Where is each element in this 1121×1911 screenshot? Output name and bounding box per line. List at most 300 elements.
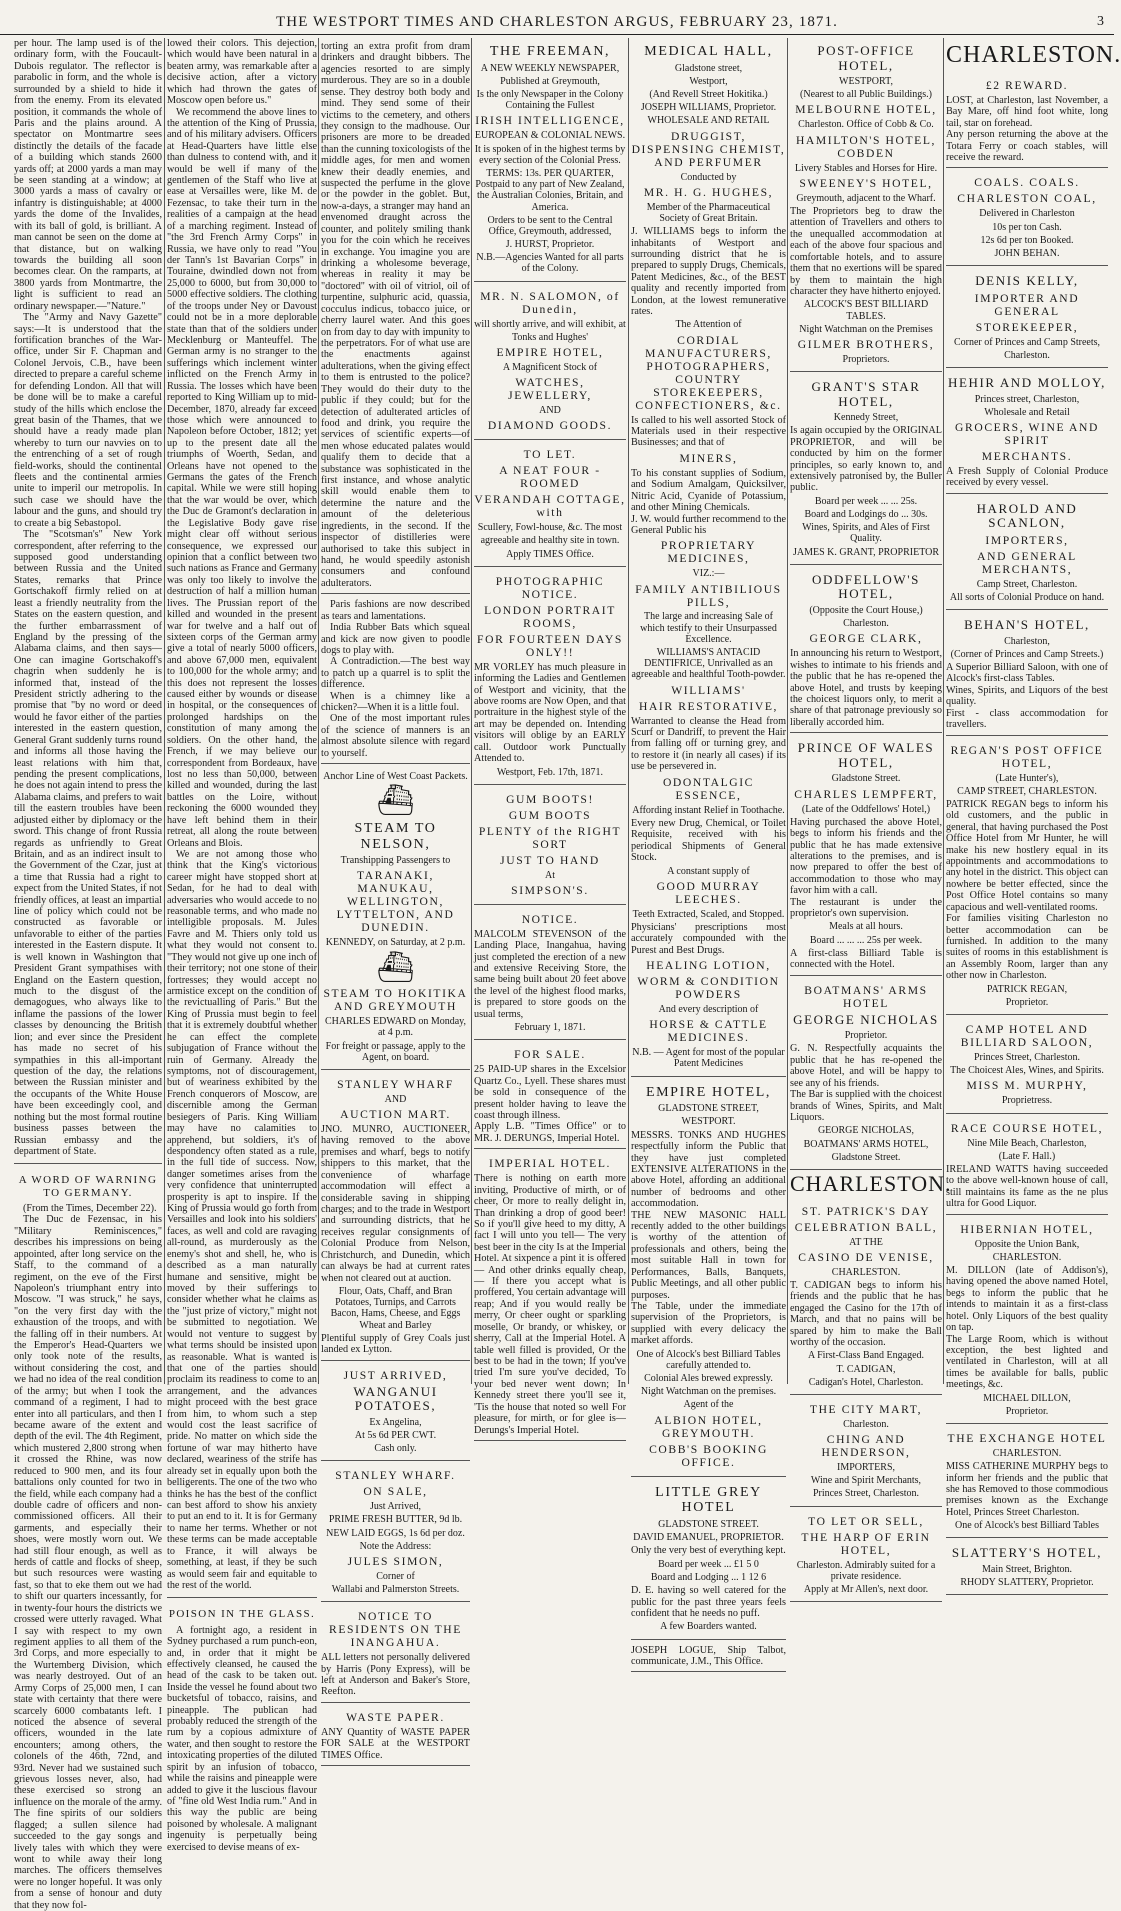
ad-line: Princes street, Charleston, — [974, 393, 1080, 405]
ad-line: PATRICK REGAN, — [986, 983, 1068, 995]
column-5 — [631, 38, 786, 1667]
section-heading-charleston: CHARLESTON. — [790, 1170, 952, 1196]
ad-line: For freight or passage, apply to the Agent, on board. — [325, 1040, 466, 1063]
article-paragraph: lowed their colors. This dejection, which would have been natural in a beaten army, was remarkable after a decisive action, after a victory which had thrown the gates of Moscow open before us." — [167, 38, 317, 107]
ad-line: Corner of — [376, 1570, 415, 1582]
ad-line: GOOD MURRAY LEECHES. — [656, 879, 761, 906]
prince-of-wales-hotel-ad — [790, 735, 942, 975]
ad-body: PATRICK REGAN begs to inform his old customers, and the public in general, that having purchased the Post Office Hotel from Mr Hunter, he will make his new hostlery equal in its appointments and accommodations to any hotel in the district. This object can nowhere be better effected, since the Post Office Hotel contains so many capacious and well-ventilated rooms. — [946, 798, 1108, 913]
ad-body: IRELAND WATTS having succeeded to the above well-known house of call, still maintains its fame as the ne plus ultra for Good Liquor. — [946, 1163, 1108, 1210]
ad-line: NEW LAID EGGS, 1s 6d per doz. — [326, 1527, 465, 1539]
ad-line: At 5s 6d PER CWT. — [354, 1429, 437, 1441]
ad-title: FOR SALE. — [514, 1048, 586, 1062]
ad-body: Any person returning the above at the Totara Ferry or coach stables, will receive the reward. — [946, 129, 1108, 163]
ad-line: Princes Street, Charleston. — [973, 1052, 1081, 1064]
ad-line: Board ... ... ... 25s per week. — [809, 934, 923, 946]
ad-line: MELBOURNE HOTEL, — [795, 103, 937, 117]
ad-line: WORM & CONDITION POWDERS — [637, 975, 780, 1002]
ad-line: Wallabi and Palmerston Streets. — [331, 1584, 460, 1596]
column-rule — [787, 38, 788, 1384]
ad-line: It is spoken of in the highest terms by every section of the Colonial Press. — [474, 143, 626, 166]
ad-body: Plentiful supply of Grey Coals just landed ex Lytton. — [321, 1332, 470, 1356]
ad-line: Conducted by — [680, 171, 737, 183]
ad-body: LOST, at Charleston, last November, a Bay Mare, off hind foot white, long tail, star on forehead. — [946, 94, 1108, 129]
ad-line: Delivered in Charleston — [979, 208, 1075, 220]
ad-line: IMPORTERS, — [985, 533, 1069, 547]
oddfellows-hotel-ad — [790, 567, 942, 733]
ad-title: THE FREEMAN, — [489, 44, 611, 59]
slatterys-hotel-ad — [946, 1540, 1108, 1595]
ad-line: PRIME FRESH BUTTER, 9d lb. — [328, 1514, 463, 1526]
ad-line: IRISH INTELLIGENCE, — [475, 114, 625, 128]
ad-title: TO LET OR SELL, — [808, 1514, 924, 1528]
ad-line: EUROPEAN & COLONIAL NEWS. — [474, 130, 626, 142]
ad-line: MISS M. MURPHY, — [966, 1079, 1088, 1093]
ad-body: Warranted to cleanse the Head from Scurf or Dandriff, to prevent the Hair from falling off or turning grey, and to restore it (in nearly all cases) if its use be persevered in. — [631, 715, 786, 773]
ad-line: JUST TO HAND — [500, 853, 600, 867]
ad-title: TO LET. — [523, 448, 577, 462]
ad-title: HEHIR AND MOLLOY, — [947, 374, 1107, 390]
ad-line: WATCHES, JEWELLERY, — [508, 376, 592, 403]
ad-line: 10s per ton Cash. — [992, 221, 1062, 233]
ad-line: AND — [539, 405, 561, 417]
column-4 — [474, 38, 626, 1436]
ad-line: GILMER BROTHERS, — [797, 337, 935, 351]
ad-line: GLADSTONE STREET, — [658, 1103, 759, 1115]
ad-line: Charleston. — [843, 618, 889, 630]
ad-line: Affording instant Relief in Toothache. — [632, 804, 785, 816]
reward-ad — [946, 73, 1108, 169]
ad-body: Only the very best of everything kept. — [631, 1545, 786, 1557]
ad-line: AND GENERAL MERCHANTS, — [977, 549, 1077, 576]
gum-boots-ad — [474, 787, 626, 905]
camp-hotel-ad — [946, 1017, 1108, 1114]
ad-line: Gladstone Street. — [831, 1151, 901, 1163]
ad-line: THE HARP OF ERIN HOTEL, — [801, 1530, 931, 1557]
ad-line: Ex Angelina, — [369, 1416, 422, 1428]
newspaper-title: THE WESTPORT TIMES AND CHARLESTON ARGUS, FEBRUARY 23, 1871. — [276, 14, 838, 30]
ad-line: WESTPORT. — [681, 1116, 736, 1128]
notice-ad — [474, 907, 626, 1041]
ad-body: A first-class Billiard Table is connected with the Hotel. — [790, 947, 942, 971]
ad-line: will shortly arrive, and will exhibit, at — [474, 318, 626, 330]
ad-line: SIMPSON'S. — [511, 883, 589, 897]
ad-line: At — [545, 869, 555, 881]
ad-line: GUM BOOTS — [508, 808, 592, 822]
article-paragraph: torting an extra profit from dram drinkers and draught bibbers. The agencies resorted to are simply murderous. They are so in a double sense. They destroy both body and mind. They send some of their victims to the cemetery, and others they consign to the madhouse. Our prisoners are more to be dreaded than the cunning toxicologists of the middle ages, for men and women knew their deadly enemies, and suspected the perfume in the glove or the powder in the goblet. But, now-a-days, a stranger may hand an envenomed draught across the counter, and politely smiling thank you for the coin which he receives in exchange. You imagine you are drinking a wholesome beverage, whereas in reality it may be "doctored" with oil of vitriol, oil of turpentine, sulphuric acid, quassia, cocculus indicus, tobacco juice, or cherry laurel water. And this goes on from day to day with impunity to the perpetrators. For of what use are the enactments against adulterations, when the giving effect to them is entrusted to the police? They would do their duty to the public if they could; but for the detection of adulterated articles of food and drink, you require the services of scientific experts—of men whose educated palates would qualify them to decide that a substance was sophisticated in the first instance, and whose analytic skill would enable them to determine the nature and the amount of the deleterious ingredients, in the second. If the inspector of distilleries were authorised to take this subject in hand, he would speedily astonish consumers and confound adulterators. — [321, 41, 470, 589]
ad-line: Cash only. — [374, 1443, 417, 1454]
ad-title: BEHAN'S HOTEL, — [964, 617, 1090, 633]
ad-line: Charleston. — [843, 1418, 889, 1430]
article-paragraph: We are not among those who think that the King's victorious career might have stopped short at Sedan, for he had to deal with adversaries who would accede to no reasonable terms, and who made no intelligible proposals. M. Jules Favre and M. Thiers only told us what they would not consent to. "They would not give up one inch of their territory; not one stone of their fortresses; they would accept no armistice except on the condition of the revictualling of Paris." But the King of Prussia must begin to feel that it is extremely doubtful whether he can effect the complete subjugation of France without the ruin of Germany. Already the symptoms, not of discouragement, but of weariness exhibited by the French conquerors of Moscow, are discernible among the German besiegers of Paris. King William may have no calamities to apprehend, but soldiers, it's of despondency often stated as a rule, in the full tide of success. Now, danger sometimes arises from the very confidence that uninterrupted prosperity is apt to inspire. If the King of Prussia would go forth from Versailles and look into his soldiers' faces, as well and cold are ravaging all-round, as murderously as the enemy's shot and shell, he, who is described as a man naturally humane and sensitive, might be moved by their sufferings to consider whether what he claims as the "just prize of victory," might not be submitted to negotiation. We would not venture to suggest by what terms should be insisted upon as reasonable. What is wanted is that one of the parties should proclaim its readiness to come to an arrangement, and the advances might proceed with the best grace from him, to whom such a step would cost the least sacrifice of pride. No matter on which side the fortune of war may hitherto have declared, weariness of the strife has already set in equally upon both the belligerents. The one of the two who thinks he has the best of the conflict can best afford to show his anxiety to put an end to it. It is for Germany to name her terms. Whether or not these terms can be made acceptable to France, it will always be something, at least, if they be such as would seem fair and equitable to the rest of the world. — [167, 848, 317, 1591]
waste-paper-ad — [321, 1705, 470, 1766]
ad-line: DIAMOND GOODS. — [487, 419, 613, 433]
ad-line: KENNEDY, on Saturday, at 2 p.m. — [325, 937, 466, 949]
section-heading-charleston: CHARLESTON. — [946, 42, 1121, 68]
ad-line: Proprietor. — [844, 1030, 888, 1042]
snippet: When is a chimney like a chicken?—When it is a little foul. — [321, 690, 470, 714]
ad-body: Having purchased the above Hotel, begs to inform his friends and the public that he has made extensive alterations to the premises, and is now prepared to offer the best of accommodation to those who may favor him with a call. — [790, 816, 942, 897]
ad-body: The restaurant is under the proprietor's own supervision. — [790, 896, 942, 920]
ad-title: £2 REWARD. — [985, 78, 1069, 92]
ad-line: GEORGE NICHOLAS, — [817, 1125, 915, 1137]
ad-body: D. E. having so well catered for the public for the past three years feels confident that he needs no puff. — [631, 1585, 786, 1619]
ad-line: ODONTALGIC ESSENCE, — [662, 775, 755, 802]
ad-line: ALBION HOTEL, GREYMOUTH. — [654, 1413, 763, 1440]
ad-title: IMPERIAL HOTEL. — [488, 1157, 612, 1171]
ad-line: FAMILY ANTIBILIOUS PILLS, — [635, 582, 782, 609]
snippet: Paris fashions are now described as tears and lamentations. — [321, 599, 470, 622]
ad-line: Proprietor. — [1005, 1405, 1049, 1417]
column-7 — [946, 38, 1121, 1589]
ad-title: SLATTERY'S HOTEL, — [951, 1545, 1103, 1561]
ad-line: Just Arrived, — [369, 1501, 422, 1513]
ad-body: A Fresh Supply of Colonial Produce received by every vessel. — [946, 465, 1108, 489]
ad-line: EMPIRE HOTEL, — [496, 346, 604, 359]
ad-line: 12s 6d per ton Booked. — [980, 234, 1074, 246]
ad-title: MR. N. SALOMON, of Dunedin, — [480, 289, 620, 316]
ad-body: MR VORLEY has much pleasure in informing the Ladies and Gentlemen of Westport and vicinity, that the above rooms are Now Open, and that portraiture in the highest style of the art may be depended on. Intending visitors will oblige by an EARLY call. Outdoor work Punctually Attended to. — [474, 661, 626, 765]
ad-line: Corner of Princes and Camp Streets, — [953, 336, 1101, 348]
ad-line: LONDON PORTRAIT ROOMS, — [484, 603, 616, 630]
ad-title: CELEBRATION BALL, — [794, 1220, 938, 1234]
ad-line: Wine and Spirit Merchants, — [810, 1475, 922, 1487]
ad-line: STOREKEEPER, — [975, 320, 1079, 334]
ad-title: ODDFELLOW'S HOTEL, — [811, 571, 921, 602]
ad-line: Gladstone street, — [674, 62, 743, 74]
ad-line: The Attention of — [675, 319, 742, 331]
medical-hall-ad — [631, 38, 786, 1077]
ad-body: JNO. MUNRO, AUCTIONEER, having removed to the above premises and wharf, begs to notify shippers to this market, that the convenience of wharfage accommodation will effect a considerable saving in shipping charges; and to the trade in Westport and surrounding districts, that he receives regular consignments of Colonial Produce from Nelson, Christchurch, and Dunedin, which can always be had at current rates when not cleared out at auction. — [321, 1124, 470, 1284]
ad-line: Agent of the — [683, 1399, 734, 1411]
potatoes-ad — [321, 1363, 470, 1462]
ad-line: One of Alcock's best Billiard Tables — [955, 1520, 1099, 1532]
ad-body: To his constant supplies of Sodium, and Sodium Amalgam, Quicksilver, Nitric Acid, Cyanide of Potassium, and other Mining Chemicals. — [631, 467, 786, 514]
column-rule — [471, 38, 472, 1384]
harp-of-erin-ad — [790, 1509, 942, 1603]
ad-line: GEORGE NICHOLAS — [793, 1011, 939, 1027]
race-course-hotel-ad — [946, 1116, 1108, 1215]
ad-line: Kennedy Street, — [833, 412, 899, 424]
ad-body: Every new Drug, Chemical, or Toilet Requisite, received with his periodical Shipments of General Stock. — [631, 817, 786, 864]
ad-body: In announcing his return to Westport, wishes to intimate to his friends and the public that he has re-opened the above Hotel, and trusts by keeping the choicest liquors only, to merit a share of that patronage previously so liberally accorded him. — [790, 648, 942, 728]
column-2 — [167, 38, 317, 1853]
ad-line: The large and increasing Sale of which testify to their Unsurpassed Excellence. — [640, 611, 777, 645]
ad-line: TARANAKI, MANUKAU, WELLINGTON, LYTTELTON, AND DUNEDIN. — [336, 869, 455, 935]
ad-line: HEALING LOTION, — [646, 959, 771, 973]
ad-body: A Superior Billiard Saloon, with one of Alcock's first-class Tables. — [946, 662, 1108, 685]
ad-title: STEAM TO NELSON, — [354, 820, 437, 852]
ad-line: T. CADIGAN, — [836, 1363, 896, 1375]
kelly-ad — [946, 268, 1108, 368]
column-6 — [790, 38, 952, 1595]
ad-body: ANY Quantity of WASTE PAPER FOR SALE at the WESTPORT TIMES Office. — [321, 1726, 470, 1761]
divider — [167, 1597, 317, 1598]
ad-line: Is the only Newspaper in the Colony Containing the Fullest — [476, 89, 624, 112]
ad-line: (Late of the Oddfellows' Hotel,) — [801, 803, 931, 815]
snippet: India Rubber Bats which squeal and kick are now given to poodle dogs to play with. — [321, 622, 470, 656]
ad-body: Apply L.B. "Times Office" or to MR. J. DERUNGS, Imperial Hotel. — [474, 1121, 626, 1144]
ad-body: MISS CATHERINE MURPHY begs to inform her friends and the public that she has Removed to those commodious premises known as the Exchange Hotel, Princes Street Charleston. — [946, 1461, 1108, 1518]
ad-title: GRANT'S STAR HOTEL, — [811, 379, 921, 409]
ad-line: Colonial Ales brewed expressly. — [644, 1373, 773, 1385]
ad-line: J. HURST, Proprietor. — [505, 239, 595, 251]
ad-line: (Late F. Hall.) — [998, 1150, 1056, 1162]
ad-body: Wines, Spirits, and Liquors of the best quality. — [946, 684, 1108, 708]
ad-line: Scullery, Fowl-house, &c. The most — [477, 522, 623, 534]
steamship-icon: ⛴ — [376, 784, 415, 818]
ad-line: A Magnificent Stock of — [502, 361, 598, 373]
ad-line: VERANDAH COTTAGE, with — [474, 493, 626, 520]
article-paragraph: per hour. The lamp used is of the ordinary form, with the Foucault-Dubois regulator. The reflector is parabolic in form, and the whole is surrounded by a shield to hide it from the enemy. From its elevated position, it commands the whole of Paris and the plains around. A spectator on Montmartre sees distinctly the details of the facade of a building which stands 2600 yards off; at 2000 yards a man may be seen standing at a window; at 3000 yards a mass of cavalry or infantry is distinguishable; at 4000 yards the dome of the Invalides, with its ball of gold, is brilliant. A man cannot be seen on the dome at that distance, but on walking towards the building all soon becomes clear. On the ramparts, at 3800 yards from Montmartre, the light is sufficient to read an ordinary newspaper.—"Nature." — [14, 38, 162, 312]
ad-line: DRUGGIST, DISPENSING CHEMIST, AND PERFUMER — [631, 129, 786, 169]
column-rule — [164, 38, 165, 1384]
ad-title: CAMP HOTEL AND BILLIARD SALOON, — [960, 1023, 1094, 1050]
ad-body: Is again occupied by the ORIGINAL PROPRIETOR, and will be conducted by him on the former principles, so early known to, and extensively patronised by, the Buller public. — [790, 425, 942, 494]
ad-line: Charleston. — [1004, 349, 1050, 361]
ad-line: Meals at all hours. — [829, 921, 903, 933]
notice-ad — [321, 1604, 470, 1703]
ad-body: The Large Room, which is without exception, the best lighted and ventilated in Charleston, will at all times be available for balls, public meetings, &c. — [946, 1333, 1108, 1391]
ad-line: Orders to be sent to the Central Office, Greymouth, addressed, — [487, 214, 613, 237]
ad-line: WILLIAMS'S ANTACID DENTIFRICE, Unrivalled as an agreeable and healthful Tooth-powder. — [631, 647, 786, 681]
ad-line: JOHN BEHAN. — [994, 247, 1060, 259]
ad-line: Board and Lodgings do ... 30s. — [804, 509, 928, 521]
ad-line: MR. H. G. HUGHES, — [643, 185, 774, 199]
ad-line: (Opposite the Court House,) — [809, 604, 923, 616]
ad-line: All sorts of Colonial Produce on hand. — [949, 591, 1105, 603]
ad-heading: Anchor Line of West Coast Packets. — [323, 771, 468, 783]
ad-line: WESTPORT, — [839, 76, 893, 88]
ad-title: THE EXCHANGE HOTEL — [947, 1431, 1107, 1445]
ad-line: Westport, Feb. 17th, 1871. — [496, 766, 604, 778]
ad-line: SWEENEY'S HOTEL, — [799, 176, 933, 190]
ad-body: THE NEW MASONIC HALL recently added to the other buildings is worthy of the attention of professionals and others, being the most suitable Hall in town for Performances, Balls, Banquets, Public Meetings, and all other public purposes. — [631, 1209, 786, 1301]
ad-line: Charleston. Admirably suited for a private residence. — [796, 1559, 936, 1582]
ad-title: COALS. COALS. — [974, 176, 1080, 190]
ad-line: Night Watchman on the Premises — [799, 323, 933, 335]
column-3 — [321, 38, 470, 1761]
ad-line: Princes Street, Charleston. — [812, 1488, 920, 1500]
ad-line: PLENTY of the RIGHT SORT — [478, 824, 622, 851]
divider — [14, 1163, 162, 1164]
ad-line: Wines, Spirits, and Ales of First Quality. — [802, 522, 930, 545]
ad-title: MEDICAL HALL, — [644, 44, 773, 59]
ad-title: STANLEY WHARF — [337, 1077, 454, 1091]
ad-title: BOATMANS' ARMS HOTEL — [804, 983, 928, 1010]
ad-line: Westport, — [689, 75, 728, 87]
ad-title: AUCTION MART. — [340, 1108, 451, 1122]
ad-line: The Choicest Ales, Wines, and Spirits. — [950, 1065, 1104, 1077]
ad-line: Board per week ... ... 25s. — [814, 495, 918, 507]
personal-notice — [631, 1642, 786, 1673]
ad-line: DAVID EMANUEL, PROPRIETOR. — [633, 1532, 784, 1544]
article-heading: A WORD OF WARNING TO GERMANY. — [18, 1174, 158, 1199]
ad-line: One of Alcock's best Billiard Tables carefully attended to. — [636, 1348, 781, 1371]
ad-line: CHARLESTON. — [992, 1447, 1062, 1459]
city-mart-ad — [790, 1397, 942, 1507]
ad-body: ALL letters not personally delivered by Harris (Pony Express), will be left at Anderson and Baker's Store, Reefton. — [321, 1652, 470, 1698]
ad-line: Nine Mile Beach, Charleston, — [967, 1137, 1087, 1149]
ad-line: Main Street, Brighton. — [982, 1564, 1072, 1575]
ad-line: WILLIAMS' — [671, 683, 746, 697]
ad-body: The Bar is supplied with the choicest brands of Wines, Spirits, and Malt Liquors. — [790, 1089, 942, 1123]
ad-line: PROPRIETARY MEDICINES, — [660, 539, 757, 566]
ad-body: Physicians' prescriptions most accurately compounded with the Purest and Best Drugs. — [631, 921, 786, 956]
ad-line: Board and Lodging ... 1 12 6 — [650, 1571, 767, 1583]
ad-line: RHODY SLATTERY, Proprietor. — [960, 1577, 1094, 1589]
ad-line: Proprietress. — [1001, 1095, 1053, 1107]
post-office-hotel-ad — [790, 38, 942, 372]
harold-scanlon-ad — [946, 496, 1108, 610]
ad-line: WHOLESALE AND RETAIL — [647, 115, 770, 127]
ad-line: N.B.—Agencies Wanted for all parts of the Colony. — [476, 252, 624, 275]
snippet: One of the most important rules of the science of manners is an almost absolute silence with regard to yourself. — [321, 713, 470, 759]
ad-line: Charleston, — [1004, 635, 1050, 647]
ad-line: A First-Class Band Engaged. — [807, 1350, 925, 1362]
ad-title: THE CITY MART, — [809, 1402, 923, 1416]
ad-title: HIBERNIAN HOTEL, — [960, 1222, 1094, 1236]
ad-line: Wholesale and Retail — [984, 406, 1070, 418]
article-paragraph: A fortnight ago, a resident in Sydney purchased a rum punch-eon, and, in order that it might be effectively cleansed, he caused the head of the cask to be taken out. Inside the vessel he found about two bucketsful of tobacco, raisins, and pineapple. The publican had probably reduced the strength of the rum by a copious admixture of water, and then sought to restore the intoxicating properties of the diluted spirit by an infusion of tobacco, while the raisins and pineapple were added to give it the luscious flavour of "fine old West India rum." And in this way the public are being poisoned by wholesale. A malignant ingenuity is perpetually being exercised to devise means of ex- — [167, 1624, 317, 1853]
ad-line: CHARLESTON. — [992, 1251, 1062, 1263]
ad-line: GROCERS, WINE AND SPIRIT — [955, 420, 1099, 447]
to-let-ad — [474, 442, 626, 566]
ad-body: J. W. would further recommend to the General Public his — [631, 513, 786, 536]
ad-line: And every description of — [658, 1004, 759, 1016]
ad-line: JOSEPH WILLIAMS, Proprietor. — [640, 102, 777, 114]
ad-line: A NEAT FOUR - ROOMED — [499, 464, 601, 491]
ad-line: CHARLESTON COAL, — [957, 192, 1097, 206]
ad-title: STEAM TO HOKITIKA AND GREYMOUTH — [323, 987, 468, 1014]
ad-title: HAROLD AND SCANLON, — [976, 500, 1078, 531]
ad-line: ST. PATRICK'S DAY — [801, 1204, 931, 1218]
ad-body: For families visiting Charleston no better accommodation can be furnished. In addition to the many suites of rooms in this establishment is an Assembly Room, larger than any other now in Charleston. — [946, 913, 1108, 982]
ad-line: Member of the Pharmaceutical Society of Great Britain. — [646, 201, 771, 224]
ad-line: Apply at Mr Allen's, next door. — [803, 1584, 929, 1595]
butter-ad — [321, 1463, 470, 1602]
ad-line: N.B. — Agent for most of the popular Patent Medicines — [632, 1047, 785, 1070]
article-heading: POISON IN THE GLASS. — [168, 1608, 316, 1621]
ad-line: Cadigan's Hotel, Charleston. — [808, 1376, 924, 1388]
ad-line: Apply TIMES Office. — [506, 548, 594, 560]
ad-line: FOR FOURTEEN DAYS ONLY!! — [477, 632, 623, 659]
ad-line: CASINO DE VENISE, — [798, 1250, 934, 1264]
column-1 — [14, 38, 162, 1911]
ad-title: NOTICE. — [521, 912, 579, 926]
snippets-block — [321, 596, 470, 764]
ad-line: JAMES K. GRANT, PROPRIETOR — [792, 546, 940, 558]
exchange-hotel-ad — [946, 1426, 1108, 1538]
ad-title: JULES SIMON, — [347, 1554, 444, 1568]
ad-title: LITTLE GREY HOTEL — [655, 1484, 762, 1516]
ad-body: G. N. Respectfully acquaints the public that he has re-opened the above Hotel, and will be happy to see any of his friends. — [790, 1043, 942, 1089]
ad-line: AND — [384, 1093, 407, 1105]
ad-body: Is called to his well assorted Stock of Materials used in their respective Businesses; and that of — [631, 414, 786, 449]
shipping-ad — [321, 766, 470, 1070]
ad-line: (Nearest to all Public Buildings.) — [800, 89, 932, 101]
ad-line: COBB'S BOOKING OFFICE. — [649, 1442, 768, 1469]
article-paragraph: We recommend the above lines to the attention of the King of Prussia, and of his military advisers. Officers at Head-Quarters have little else than dulness to contend with, and it would be well if many of the gentlemen of the Staff who live at ease at Versailles were, like M. de Fezensac, to take their turn in the realities of a campaign at the head of a marching regiment. Instead of "the 3rd French Army Corps" in Russia, we have only to read "You der Tann's 1st Bavarian Corps" in Touraine, dwindled down not from 25,000 to 6000, but from 30,000 to 5000 effective soldiers. The clothing of the troops under Ney or Davoust could not be in a more deplorable state than that of the soldiers under Mecklenburg or Manteuffel. The German army is no stranger to the sufferings which inclement winter inflicted on the French Army in Russia. The losses which have been reported to King William up to mid-December, 1870, already far exceed those which were announced to Napoleon before October, 1812; yet up to the present date all the triumphs of Woerth, Sedan, and Orleans have not opened to the Germans the gates of the French capital. While we were still hoping that the war would be over, which the Duc de Gramont's declaration in the Legislative Body gave rise might clear off without serious consequence, we expressed our opinion that a conflict between two such nations as France and Germany was only too likely to involve the destruction of half a million human lives. The Prussian report of the killed and wounded in the present war for twelve and a half out of sixteen corps of the German army give a total of nearly 5000 officers, and above 67,000 men, equivalent to 100,000 for the whole army; and this does not represent the losses caused either by wounds or disease in hospital, or the consequences of prolonged hardships on the constitution of many among the soldiers. On the other hand, the French, if we may believe our correspondent from Bordeaux, have lost no less than 50,000, between killed and wounded, during the last battles on the Loire, without reckoning the 6000 wounded they have left behind them in their retreat, all along the route between Orleans and Blois. — [167, 106, 317, 849]
ad-body: M. DILLON (late of Addison's), having opened the above named Hotel, begs to inform the public that he intends to maintain it as a first-class hotel. Only Liquors of the best quality on tap. — [946, 1264, 1108, 1334]
ad-line: Opposite the Union Bank, — [974, 1238, 1080, 1250]
salomon-ad — [474, 284, 626, 441]
ad-line: AT THE — [849, 1236, 883, 1248]
boatmans-arms-hotel-ad — [790, 978, 942, 1170]
ad-body: The Table, under the immediate supervision of the Proprietors, is supplied with every delicacy the market affords. — [631, 1301, 786, 1347]
ad-line: GLADSTONE STREET. — [658, 1518, 759, 1530]
st-patricks-ball-ad — [790, 1199, 942, 1395]
ad-body: 25 PAID-UP shares in the Excelsior Quartz Co., Lyell. These shares must be sold in consequence of the present holder having to leave the coast through illness. — [474, 1064, 626, 1121]
ad-body: J. WILLIAMS begs to inform the inhabitants of Westport and surrounding district that he is prepared to supply Drugs, Chemicals, Patent Medicines, &c., of the BEST quality and recently imported from London, at the lowest remunerative rates. — [631, 226, 786, 318]
ad-line: CHARLES EDWARD on Monday, at 4 p.m. — [324, 1016, 466, 1039]
auction-ad — [321, 1072, 470, 1361]
snippet: A Contradiction.—The best way to patch up a quarrel is to split the difference. — [321, 656, 470, 691]
ad-line: Flour, Oats, Chaff, and Bran Potatoes, Turnips, and Carrots Bacon, Hams, Cheese, and Eggs Wheat and Barley — [330, 1285, 461, 1331]
ad-line: agreeable and healthy site in town. — [480, 535, 620, 547]
ad-line: A constant supply of — [667, 865, 750, 877]
ad-line: Tonks and Hughes' — [511, 331, 589, 343]
ad-title: WANGANUI POTATOES, — [353, 1383, 438, 1414]
ad-line: ALCOCK'S BEST BILLIARD TABLES. — [803, 299, 929, 322]
ad-line: IMPORTERS, — [836, 1462, 896, 1474]
ad-line: Charleston. Office of Cobb & Co. — [798, 119, 934, 131]
imperial-hotel-ad — [474, 1151, 626, 1441]
ad-line: VIZ.:— — [692, 568, 725, 580]
ad-line: Camp Street, Charleston. — [976, 578, 1078, 590]
ad-body: T. CADIGAN begs to inform his friends and the public that he has engaged the Casino for the 17th of March, and that no pains will be spared by him to make the Ball worthy of the occasion. — [790, 1279, 942, 1348]
ad-body: The Proprietors beg to draw the attention of Travellers and others to the unequalled accommodation at each of the above four spacious and comfortable hotels, and to assure them that no exertions will be spared by them to maintain the high character they have hitherto enjoyed. — [790, 205, 942, 297]
ad-line: February 1, 1871. — [514, 1022, 586, 1034]
ad-title: STANLEY WHARF. — [335, 1469, 456, 1483]
page-number: 3 — [1097, 14, 1104, 29]
ad-line: Teeth Extracted, Scaled, and Stopped. — [632, 908, 785, 920]
grants-star-hotel-ad — [790, 374, 942, 565]
ad-line: CORDIAL MANUFACTURERS, PHOTOGRAPHERS, COUNTRY STOREKEEPERS, CONFECTIONERS, &c. — [635, 333, 782, 412]
ad-body: First - class accommodation for travellers. — [946, 707, 1108, 731]
ad-line: (Late Hunter's), — [995, 772, 1059, 784]
ad-body: JOSEPH LOGUE, Ship Talbot, communicate, J.M., This Office. — [631, 1644, 786, 1667]
ad-title: WASTE PAPER. — [346, 1710, 445, 1724]
empire-hotel-ad — [631, 1079, 786, 1477]
ad-line: BOATMANS' ARMS HOTEL, — [803, 1138, 929, 1150]
ad-line: Proprietor. — [1005, 996, 1049, 1008]
ad-line: GEORGE CLARK, — [809, 632, 923, 646]
ad-line: Night Watchman on the premises. — [640, 1386, 777, 1398]
ad-title: EMPIRE HOTEL, — [645, 1084, 771, 1100]
ad-title: GUM BOOTS! — [506, 792, 594, 806]
column-rule — [318, 38, 319, 1384]
hibernian-hotel-ad — [946, 1217, 1108, 1424]
ad-title: PRINCE OF WALES HOTEL, — [797, 740, 935, 770]
article-block — [321, 38, 470, 594]
ad-line: CAMP STREET, CHARLESTON. — [957, 785, 1097, 797]
coal-ad — [946, 170, 1108, 266]
article-paragraph: The "Army and Navy Gazette" says:—It is understood that the fortification branches of the War-office, under Sir F. Chapman and Colonel Jervois, C.B., have been directed to prepare a careful scheme for defending London. All that will be done will be to make a careful study of the hills which enclose the great basin of the Thames, that we should have a ready made plan whereby to turn our navvies on to the entrenching of a set of rough field-works, should the continental fleets and the continental armies unite to imperil our metropolis. In such case we should have the labour and the guns, and should try to create a big Sebastopol. — [14, 312, 162, 529]
ad-line: CHING AND HENDERSON, — [821, 1433, 911, 1460]
ad-line: HAMILTON'S HOTEL, COBDEN — [795, 133, 937, 160]
ad-line: HORSE & CATTLE MEDICINES. — [649, 1018, 768, 1045]
ad-line: Proprietors. — [842, 353, 890, 365]
ad-title: JUST ARRIVED, — [343, 1368, 448, 1382]
ad-title: NOTICE TO RESIDENTS ON THE INANGAHUA. — [329, 1610, 462, 1650]
ad-line: Greymouth, adjacent to the Wharf. — [796, 192, 936, 204]
ad-line: TERMS: 13s. PER QUARTER, Postpaid to any part of New Zealand, the Australian Colonies, Britain, and America. — [475, 167, 625, 213]
regans-hotel-ad — [946, 738, 1108, 1015]
masthead — [0, 6, 1114, 35]
ad-line: Board per week ... £1 5 0 — [658, 1558, 759, 1570]
ad-title: PHOTOGRAPHIC NOTICE. — [495, 574, 605, 601]
